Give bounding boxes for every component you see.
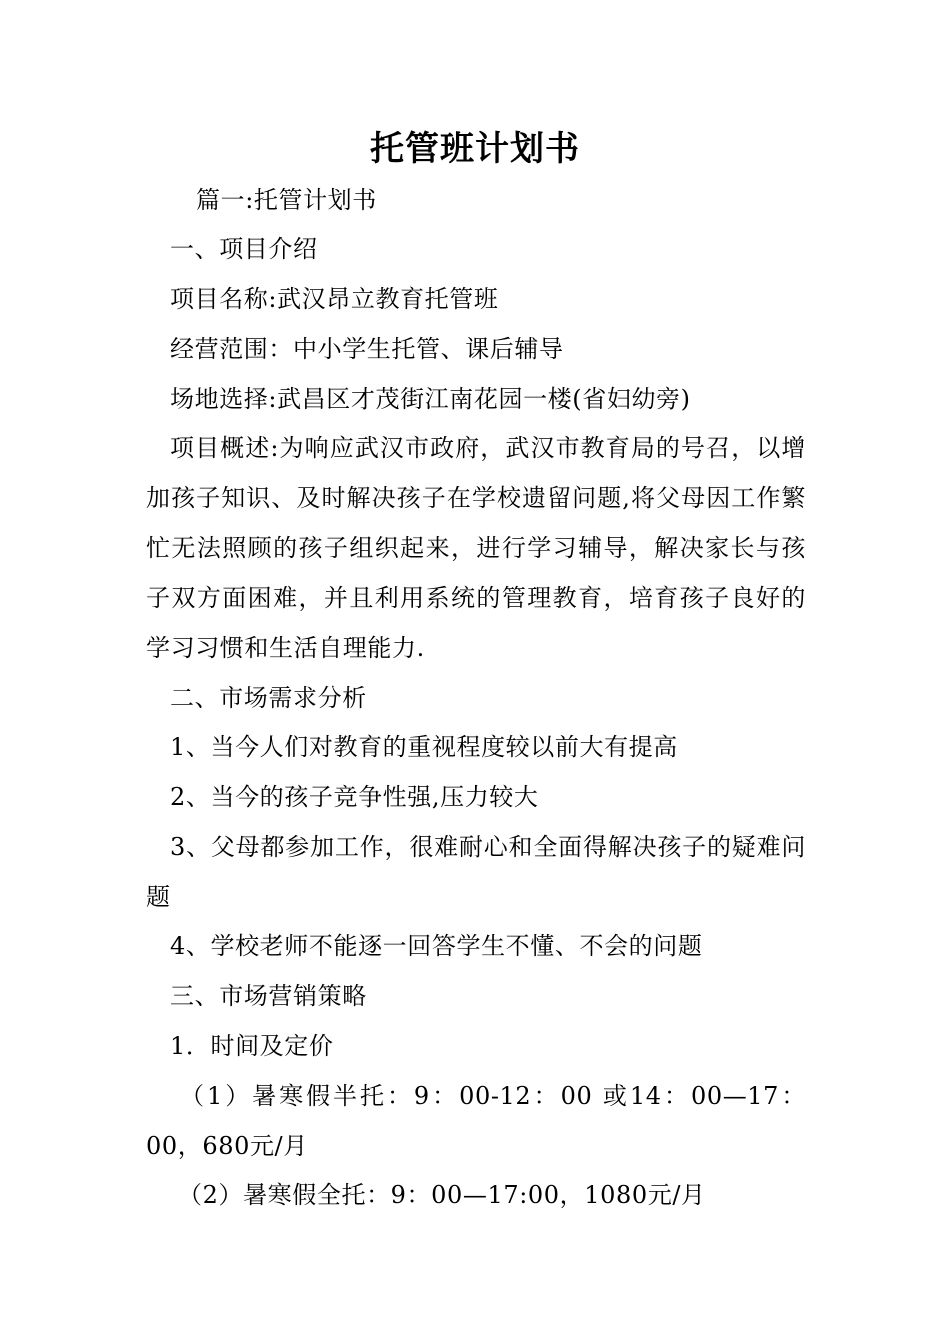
document-title: 托管班计划书	[370, 129, 580, 169]
section-heading-intro: 一、项目介绍	[170, 235, 318, 263]
demand-item-3: 3、父母都参加工作，很难耐心和全面得解决孩子的疑难问题	[146, 833, 806, 911]
business-scope: 经营范围：中小学生托管、课后辅导	[170, 335, 564, 363]
section-heading-marketing: 三、市场营销策略	[170, 982, 367, 1010]
article-subtitle: 篇一:托管计划书	[196, 186, 377, 214]
pricing-item-full-day: （2）暑寒假全托：9：00—17:00，1080元/月	[178, 1181, 706, 1209]
section-heading-market-demand: 二、市场需求分析	[170, 684, 367, 712]
demand-item-1: 1、当今人们对教育的重视程度较以前大有提高	[170, 733, 678, 761]
demand-item-4: 4、学校老师不能逐一回答学生不懂、不会的问题	[170, 932, 703, 960]
demand-item-2: 2、当今的孩子竞争性强,压力较大	[170, 783, 539, 811]
project-overview: 项目概述:为响应武汉市政府，武汉市教育局的号召，以增加孩子知识、及时解决孩子在学校遗留问题,将父母因工作繁忙无法照顾的孩子组织起来，进行学习辅导，解决家长与孩子双方面困难，并且利用系统的管理教育，培育孩子良好的学习习惯和生活自理能力.	[146, 434, 806, 662]
site-location: 场地选择:武昌区才茂街江南花园一楼(省妇幼旁)	[170, 385, 691, 413]
project-name: 项目名称:武汉昂立教育托管班	[170, 285, 499, 313]
pricing-heading: 1．时间及定价	[170, 1032, 334, 1060]
pricing-item-half-day: （1）暑寒假半托：9：00-12：00 或14：00—17：00，680元/月	[146, 1082, 806, 1160]
